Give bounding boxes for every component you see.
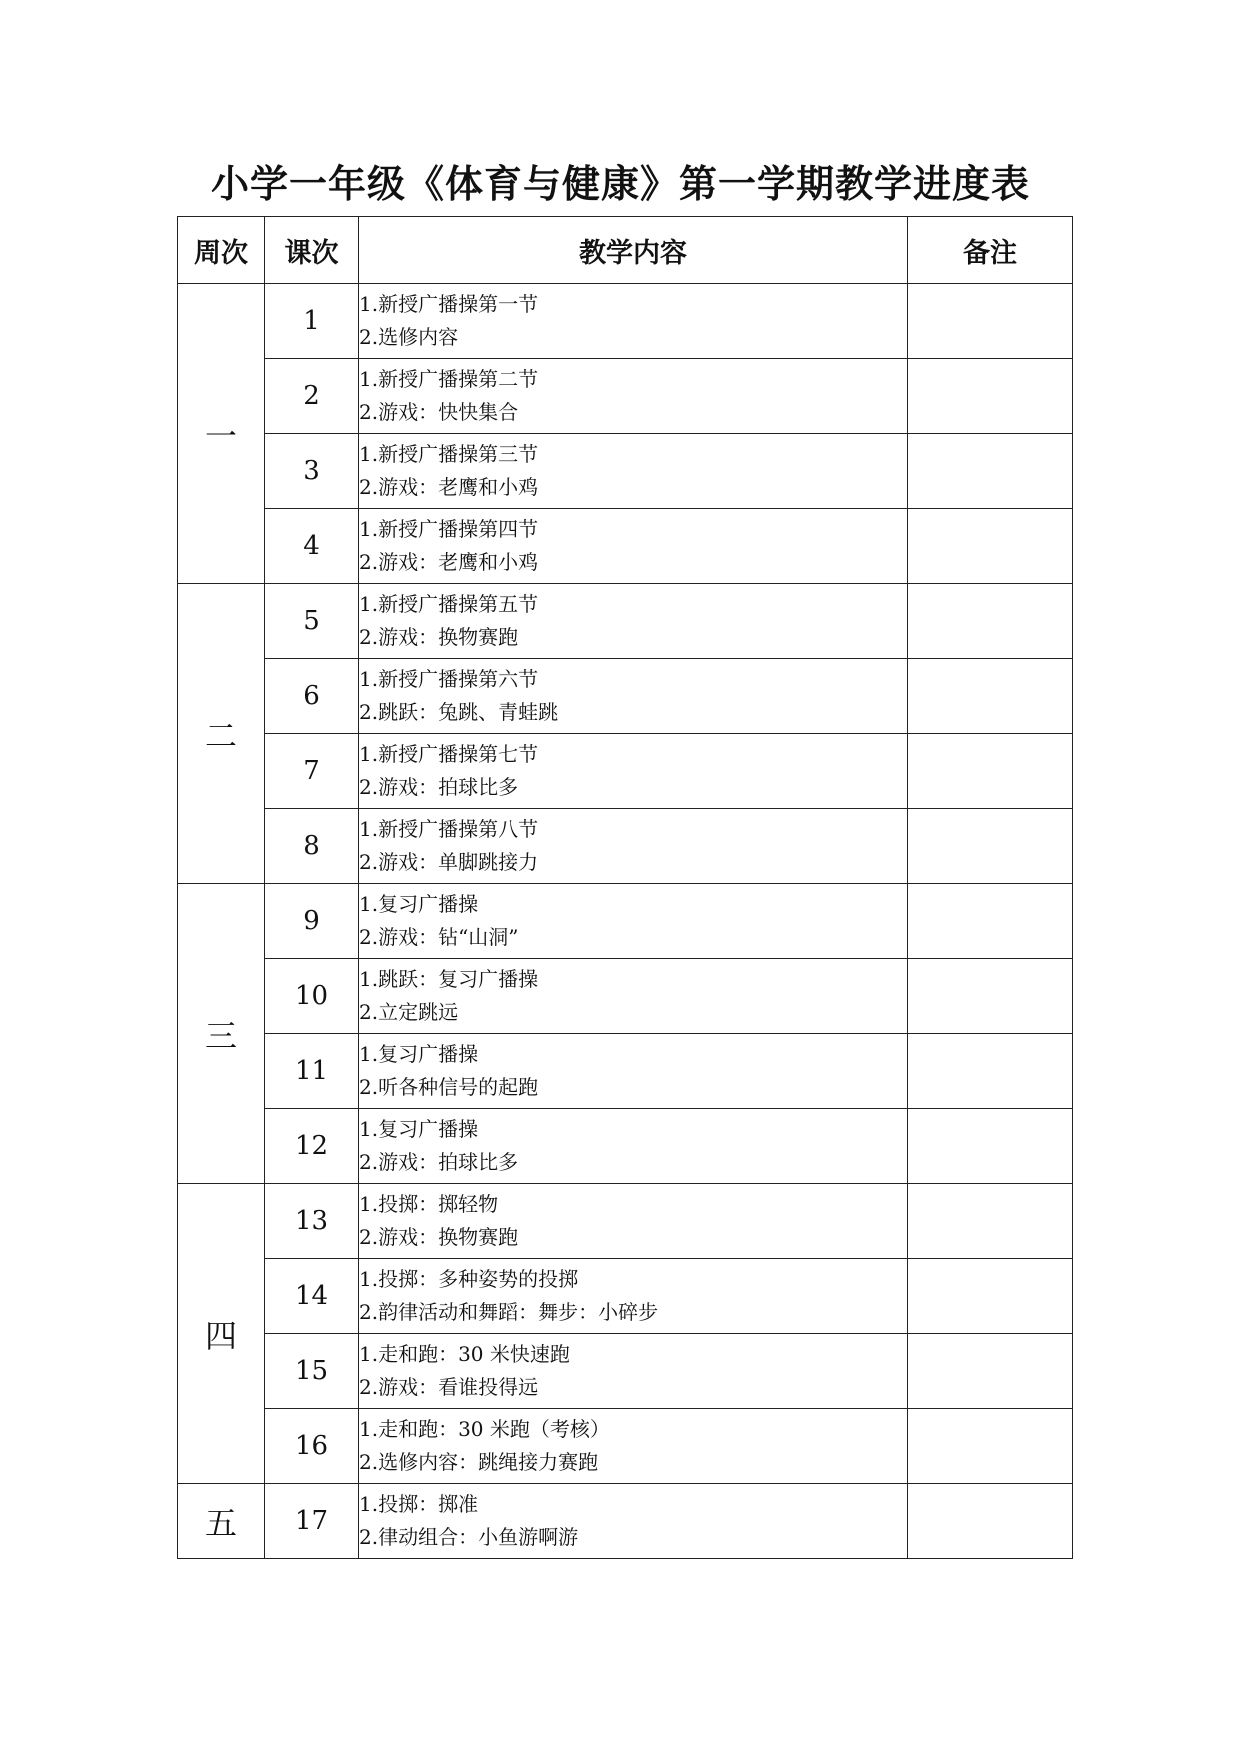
content-line: 2.游戏：看谁投得远	[359, 1375, 539, 1399]
lesson-number: 17	[265, 1484, 359, 1559]
content-line: 1.跳跃：复习广播操	[359, 967, 539, 991]
content-line: 1.投掷：掷准	[359, 1492, 479, 1516]
lesson-number: 8	[265, 809, 359, 884]
content-line: 1.新授广播操第一节	[359, 292, 539, 316]
lesson-number: 6	[265, 659, 359, 734]
content-line: 2.听各种信号的起跑	[359, 1075, 539, 1099]
content-line: 2.游戏：单脚跳接力	[359, 850, 539, 874]
table-row	[178, 284, 1073, 359]
note-cell	[908, 434, 1073, 509]
content-cell	[359, 1484, 908, 1559]
content-cell	[359, 959, 908, 1034]
lesson-number: 3	[265, 434, 359, 509]
content-line: 2.游戏：拍球比多	[359, 1150, 519, 1174]
content-cell	[359, 1109, 908, 1184]
content-line: 1.投掷：掷轻物	[359, 1192, 499, 1216]
table-row	[178, 1184, 1073, 1259]
content-line: 2.游戏：拍球比多	[359, 775, 519, 799]
content-line: 2.游戏：换物赛跑	[359, 1225, 519, 1249]
lesson-number: 7	[265, 734, 359, 809]
table-row	[178, 809, 1073, 884]
lesson-number: 2	[265, 359, 359, 434]
content-line: 2.游戏：钻“山洞”	[359, 925, 519, 949]
week-cell: 四	[178, 1184, 265, 1484]
note-cell	[908, 884, 1073, 959]
content-line: 1.新授广播操第六节	[359, 667, 539, 691]
content-cell	[359, 809, 908, 884]
content-cell	[359, 1409, 908, 1484]
table-row	[178, 1034, 1073, 1109]
table-row	[178, 434, 1073, 509]
note-cell	[908, 284, 1073, 359]
content-cell	[359, 884, 908, 959]
page-title: 小学一年级《体育与健康》第一学期教学进度表	[210, 161, 1030, 206]
table-row	[178, 884, 1073, 959]
content-cell	[359, 1259, 908, 1334]
content-line: 1.走和跑：30 米跑（考核）	[359, 1417, 610, 1441]
week-cell: 二	[178, 584, 265, 884]
content-line: 2.选修内容	[359, 325, 459, 349]
content-line: 1.走和跑：30 米快速跑	[359, 1342, 570, 1366]
lesson-number: 13	[265, 1184, 359, 1259]
table-row	[178, 659, 1073, 734]
content-line: 1.新授广播操第七节	[359, 742, 539, 766]
table-row	[178, 584, 1073, 659]
week-cell: 三	[178, 884, 265, 1184]
content-cell	[359, 1334, 908, 1409]
note-cell	[908, 1334, 1073, 1409]
content-cell	[359, 509, 908, 584]
content-line: 1.新授广播操第五节	[359, 592, 539, 616]
lesson-number: 1	[265, 284, 359, 359]
lesson-number: 15	[265, 1334, 359, 1409]
content-line: 2.跳跃：兔跳、青蛙跳	[359, 700, 559, 724]
table-row	[178, 1334, 1073, 1409]
table-row	[178, 734, 1073, 809]
content-line: 2.选修内容：跳绳接力赛跑	[359, 1450, 599, 1474]
content-line: 1.复习广播操	[359, 1117, 479, 1141]
content-line: 2.游戏：老鹰和小鸡	[359, 475, 539, 499]
content-cell	[359, 1184, 908, 1259]
table-row	[178, 959, 1073, 1034]
table-row	[178, 1409, 1073, 1484]
table-row	[178, 509, 1073, 584]
content-line: 1.新授广播操第二节	[359, 367, 539, 391]
lesson-number: 11	[265, 1034, 359, 1109]
note-cell	[908, 509, 1073, 584]
lesson-number: 16	[265, 1409, 359, 1484]
content-line: 2.立定跳远	[359, 1000, 459, 1024]
table-row	[178, 1109, 1073, 1184]
lesson-number: 12	[265, 1109, 359, 1184]
note-cell	[908, 809, 1073, 884]
header-lesson: 课次	[265, 217, 359, 284]
content-line: 2.韵律活动和舞蹈：舞步：小碎步	[359, 1300, 659, 1324]
table-row	[178, 1484, 1073, 1559]
lesson-number: 10	[265, 959, 359, 1034]
lesson-number: 9	[265, 884, 359, 959]
note-cell	[908, 659, 1073, 734]
schedule-table	[177, 216, 1073, 1559]
content-line: 1.新授广播操第四节	[359, 517, 539, 541]
week-cell: 一	[178, 284, 265, 584]
note-cell	[908, 1034, 1073, 1109]
content-line: 2.游戏：换物赛跑	[359, 625, 519, 649]
content-cell	[359, 434, 908, 509]
note-cell	[908, 584, 1073, 659]
content-cell	[359, 359, 908, 434]
note-cell	[908, 1109, 1073, 1184]
content-cell	[359, 284, 908, 359]
content-line: 2.律动组合：小鱼游啊游	[359, 1525, 579, 1549]
header-notes: 备注	[908, 217, 1073, 284]
content-line: 1.复习广播操	[359, 1042, 479, 1066]
header-week: 周次	[178, 217, 265, 284]
note-cell	[908, 959, 1073, 1034]
content-cell	[359, 1034, 908, 1109]
content-line: 2.游戏：快快集合	[359, 400, 519, 424]
content-line: 1.新授广播操第八节	[359, 817, 539, 841]
content-line: 1.新授广播操第三节	[359, 442, 539, 466]
note-cell	[908, 359, 1073, 434]
note-cell	[908, 1184, 1073, 1259]
schedule-body	[178, 284, 1073, 1559]
header-content: 教学内容	[359, 217, 908, 284]
table-row	[178, 1259, 1073, 1334]
header-row	[178, 217, 1073, 284]
week-cell: 五	[178, 1484, 265, 1559]
content-cell	[359, 734, 908, 809]
content-cell	[359, 659, 908, 734]
table-row	[178, 359, 1073, 434]
content-line: 1.复习广播操	[359, 892, 479, 916]
note-cell	[908, 1409, 1073, 1484]
note-cell	[908, 734, 1073, 809]
content-cell	[359, 584, 908, 659]
note-cell	[908, 1259, 1073, 1334]
content-line: 2.游戏：老鹰和小鸡	[359, 550, 539, 574]
note-cell	[908, 1484, 1073, 1559]
lesson-number: 5	[265, 584, 359, 659]
lesson-number: 4	[265, 509, 359, 584]
content-line: 1.投掷：多种姿势的投掷	[359, 1267, 579, 1291]
lesson-number: 14	[265, 1259, 359, 1334]
